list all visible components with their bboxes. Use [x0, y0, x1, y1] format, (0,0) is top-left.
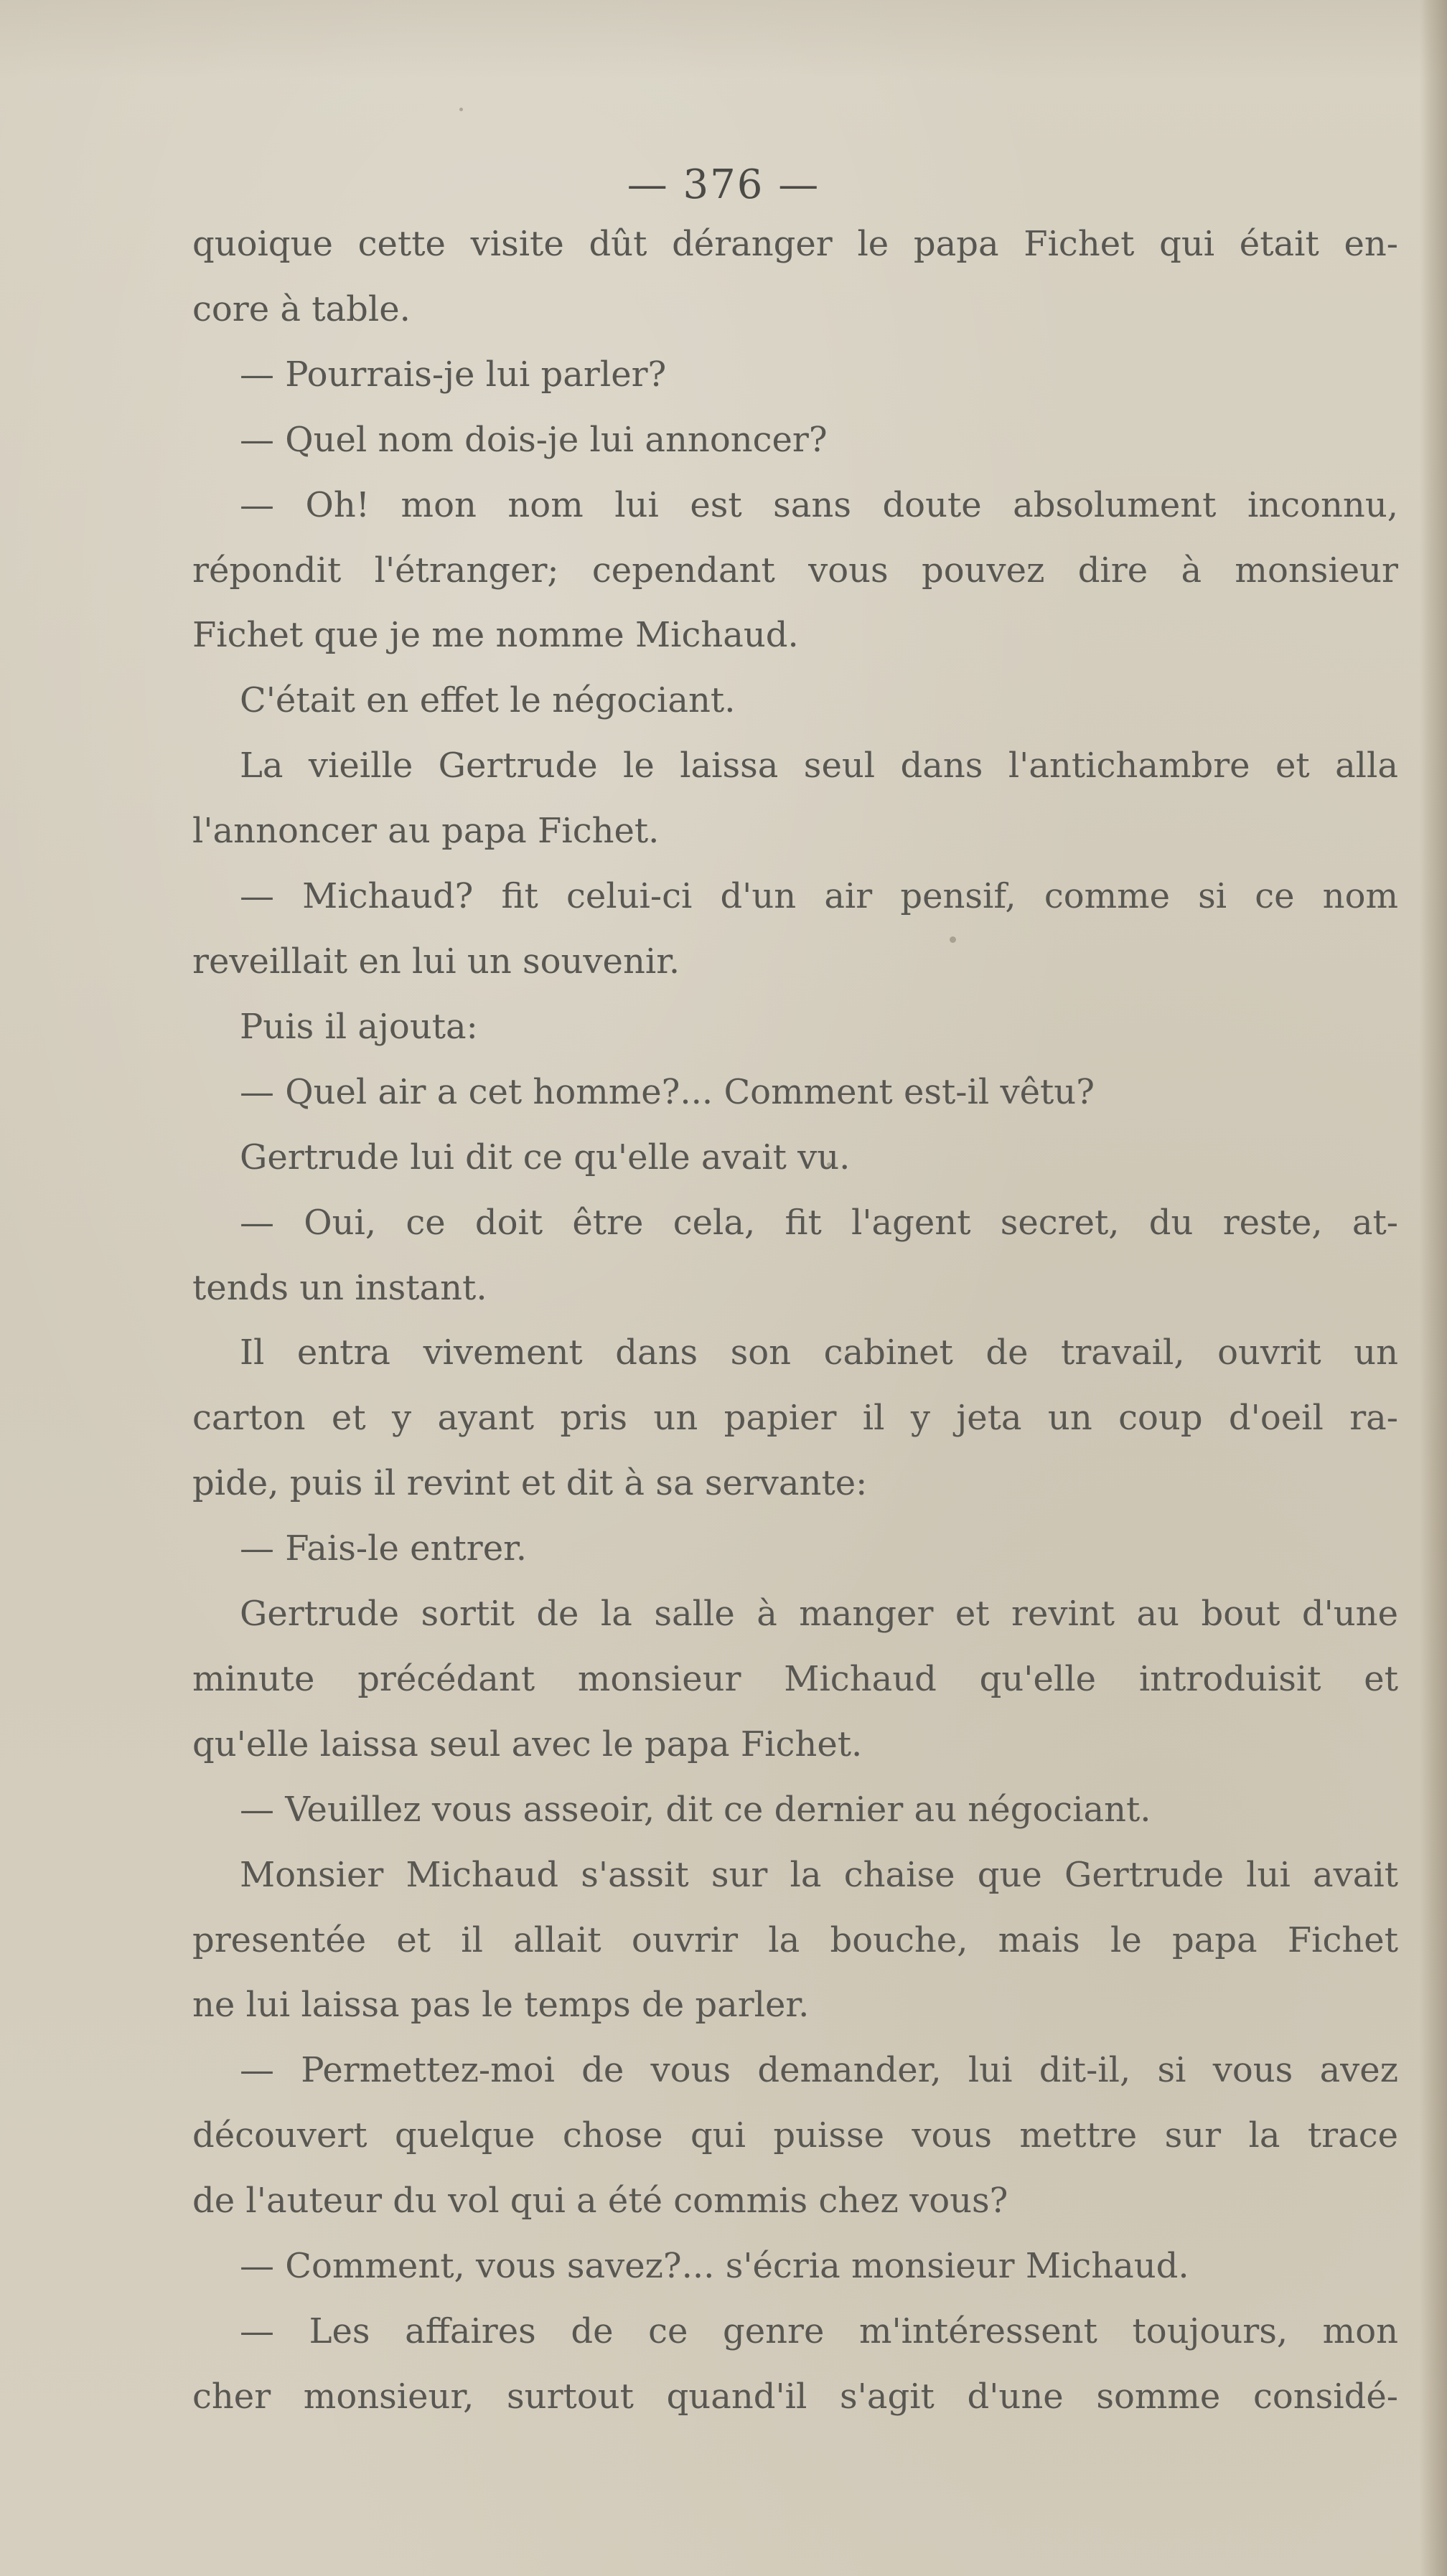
text-line: Fichet que je me nomme Michaud.: [192, 615, 799, 656]
text-line: reveillait en lui un souvenir.: [192, 941, 680, 982]
text-line: de l'auteur du vol qui a été commis chez vous?: [192, 2181, 1008, 2222]
body-text: [192, 212, 1398, 2430]
text-line: tends un instant.: [192, 1267, 487, 1308]
text-line: Puis il ajouta:: [240, 1006, 478, 1047]
text-line: — Oui, ce doit être cela, fit l'agent secret, du reste, at-: [240, 1202, 1398, 1243]
text-line: l'annoncer au papa Fichet.: [192, 811, 660, 852]
text-line: core à table.: [192, 288, 411, 329]
text-line: — Veuillez vous asseoir, dit ce dernier au négociant.: [240, 1789, 1151, 1830]
text-line: Gertrude lui dit ce qu'elle avait vu.: [240, 1137, 851, 1177]
page-gutter-shadow: [1420, 0, 1447, 2576]
text-line: — Permettez-moi de vous demander, lui dit-il, si vous avez: [240, 2050, 1398, 2091]
text-line: — Quel air a cet homme?... Comment est-il vêtu?: [240, 1071, 1095, 1112]
text-line: ne lui laissa pas le temps de parler.: [192, 1985, 810, 2026]
page-number: — 376 —: [627, 161, 820, 208]
text-line: Monsier Michaud s'assit sur la chaise que Gertrude lui avait: [240, 1854, 1398, 1895]
text-line: — Quel nom dois-je lui annoncer?: [240, 419, 828, 460]
text-line: quoique cette visite dût déranger le papa Fichet qui était en-: [192, 224, 1398, 264]
text-line: presentée et il allait ouvrir la bouche, mais le papa Fichet: [192, 1919, 1398, 1960]
text-line: cher monsieur, surtout quand'il s'agit d'une somme considé-: [192, 2376, 1398, 2417]
text-line: découvert quelque chose qui puisse vous mettre sur la trace: [192, 2115, 1398, 2156]
text-line: carton et y ayant pris un papier il y jeta un coup d'oeil ra-: [192, 1398, 1398, 1439]
text-line: C'était en effet le négociant.: [240, 680, 736, 721]
text-line: qu'elle laissa seul avec le papa Fichet.: [192, 1724, 863, 1764]
text-line: — Michaud? fit celui-ci d'un air pensif, comme si ce nom: [240, 876, 1398, 917]
text-line: — Comment, vous savez?... s'écria monsieur Michaud.: [240, 2246, 1189, 2287]
text-line: — Pourrais-je lui parler?: [240, 354, 667, 395]
text-line: pide, puis il revint et dit à sa servante:: [192, 1463, 868, 1504]
text-line: — Fais-le entrer.: [240, 1528, 528, 1569]
text-line: répondit l'étranger; cependant vous pouvez dire à monsieur: [192, 550, 1398, 591]
text-line: minute précédant monsieur Michaud qu'elle introduisit et: [192, 1658, 1398, 1699]
page-top-shading: [0, 0, 1447, 79]
paper-speck: [459, 108, 463, 111]
text-line: — Les affaires de ce genre m'intéressent toujours, mon: [240, 2311, 1398, 2351]
text-line: Gertrude sortit de la salle à manger et revint au bout d'une: [240, 1594, 1398, 1635]
text-line: Il entra vivement dans son cabinet de travail, ouvrit un: [240, 1332, 1398, 1373]
text-line: La vieille Gertrude le laissa seul dans l'antichambre et alla: [240, 746, 1398, 786]
text-line: — Oh! mon nom lui est sans doute absolument inconnu,: [240, 484, 1398, 525]
